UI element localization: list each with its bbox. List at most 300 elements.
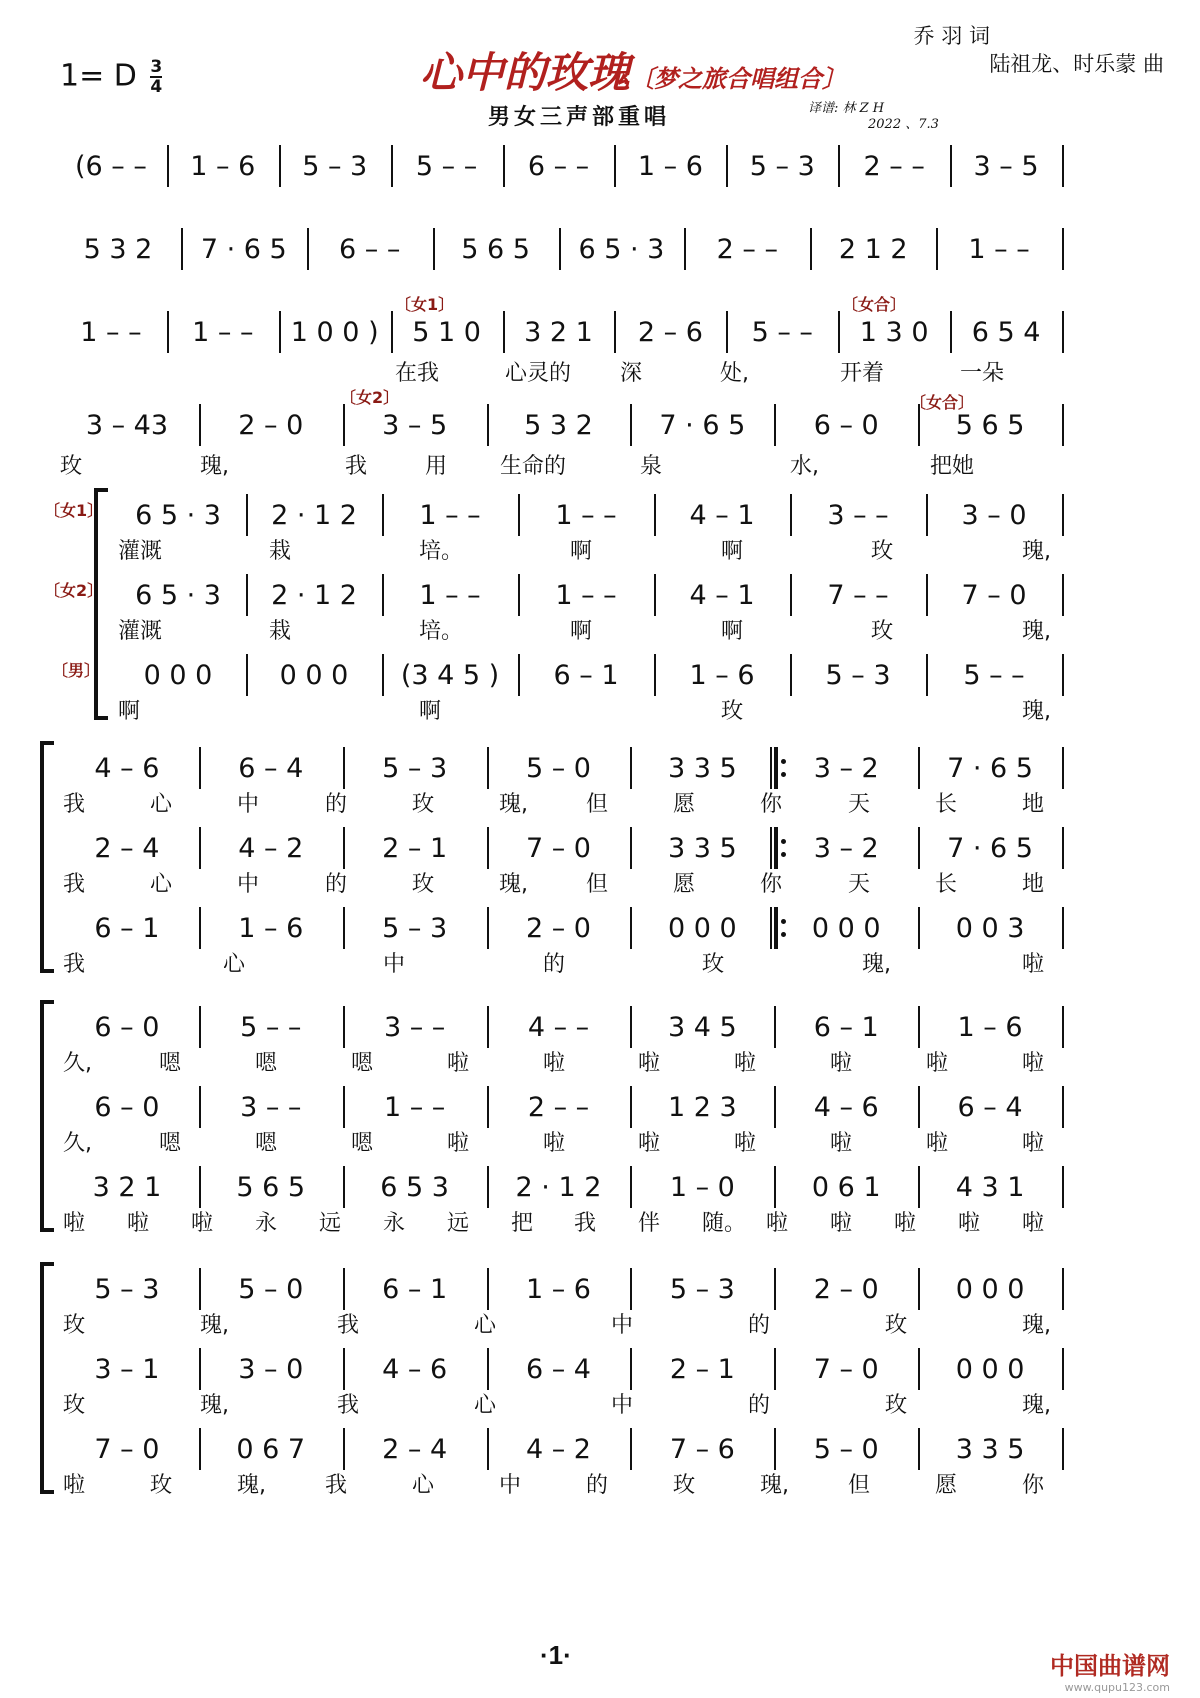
lyric-syllable: 长 <box>935 872 958 897</box>
notation-row <box>0 1164 1200 1208</box>
measure-notes: 3 4 5 <box>667 1011 737 1043</box>
barline <box>487 747 489 789</box>
barline-end <box>1062 1428 1064 1470</box>
measure <box>924 1352 1056 1386</box>
lyric-syllable: 中 <box>383 952 406 977</box>
tag-female-chorus-2: 〔女合〕 <box>910 393 975 412</box>
tag-female2: 〔女2〕 <box>340 388 400 407</box>
measure <box>61 911 193 945</box>
lyric-syllable: 心灵的 <box>505 361 572 386</box>
barline <box>199 827 201 869</box>
measure <box>524 658 648 692</box>
lyric-syllable: 啦 <box>638 1131 661 1156</box>
measure-notes: 2 · 1 2 <box>271 579 357 611</box>
barline <box>630 1348 632 1390</box>
measure <box>565 232 679 266</box>
measure-notes: 5 – 3 <box>382 752 448 784</box>
measure <box>924 1010 1056 1044</box>
measure-notes: 6 – 1 <box>553 659 619 691</box>
lyric-syllable: 啦 <box>766 1211 789 1236</box>
measure-notes: 3 – 43 <box>85 409 169 441</box>
barline <box>307 228 309 270</box>
lyric-syllable: 玫 <box>60 454 83 479</box>
measure-notes: 2 – – <box>863 150 925 182</box>
measure <box>187 232 301 266</box>
notation-row <box>0 1004 1200 1048</box>
lyric-syllable: 啊 <box>721 539 744 564</box>
measure <box>636 1432 768 1466</box>
measure-notes: 3 – 2 <box>813 832 879 864</box>
barline <box>790 494 792 536</box>
measure <box>493 1352 625 1386</box>
key-signature <box>60 58 162 96</box>
barline <box>343 1166 345 1208</box>
barline <box>199 1006 201 1048</box>
barline <box>918 1006 920 1048</box>
lyric-syllable: 随。 <box>702 1211 747 1236</box>
tag-female2: 〔女2〕 <box>44 581 104 600</box>
lyric-syllable: 啦 <box>830 1131 853 1156</box>
measure-notes: 7 – 0 <box>94 1433 160 1465</box>
measure <box>493 1272 625 1306</box>
lyric-syllable: 啦 <box>1022 1051 1045 1076</box>
measure <box>61 1352 193 1386</box>
measure <box>780 1010 912 1044</box>
measure-notes: 2 – 0 <box>525 912 591 944</box>
lyric-syllable: 远 <box>447 1211 470 1236</box>
lyric-syllable: 瑰, <box>200 1393 229 1418</box>
lyric-syllable: 开着 <box>840 361 885 386</box>
lyric-syllable: 瑰, <box>499 872 528 897</box>
lyric-syllable: 心 <box>474 1313 497 1338</box>
lyric-syllable: 我 <box>325 1473 348 1498</box>
barline <box>918 1166 920 1208</box>
lyric-syllable: 啊 <box>721 619 744 644</box>
measure <box>942 232 1056 266</box>
lyric-syllable: 我 <box>63 792 86 817</box>
lyric-syllable: 玫 <box>412 792 435 817</box>
barline <box>167 145 169 187</box>
lyric-syllable: 心 <box>223 952 246 977</box>
barline <box>246 494 248 536</box>
barline <box>343 1428 345 1470</box>
measure-notes: 6 – 1 <box>382 1273 448 1305</box>
measure-notes: 1 – – <box>80 316 142 348</box>
barline <box>559 228 561 270</box>
measure-notes: 4 – 1 <box>689 499 755 531</box>
lyric-row <box>0 1206 1200 1236</box>
lyric-syllable: 天 <box>848 792 871 817</box>
measure-notes: 2 – – <box>716 233 778 265</box>
lyric-syllable: 嗯 <box>159 1131 182 1156</box>
barline <box>926 574 928 616</box>
measure <box>932 498 1056 532</box>
lyric-syllable: 啊 <box>570 619 593 644</box>
measure <box>780 408 912 442</box>
barline <box>926 494 928 536</box>
measure <box>932 578 1056 612</box>
barline-end <box>1062 827 1064 869</box>
lyric-syllable: 玫 <box>63 1393 86 1418</box>
lyric-syllable: 啦 <box>543 1131 566 1156</box>
lyric-syllable: 啊 <box>570 539 593 564</box>
measure-notes: 6 – – <box>339 233 401 265</box>
measure <box>61 751 193 785</box>
measure <box>205 1090 337 1124</box>
measure-notes: 6 5 · 3 <box>135 579 221 611</box>
lyric-syllable: 啦 <box>1022 952 1045 977</box>
barline-end <box>1062 1348 1064 1390</box>
measure-notes: 5 – – <box>963 659 1025 691</box>
lyric-syllable: 把 <box>511 1211 534 1236</box>
measure <box>636 1170 768 1204</box>
measure <box>61 315 161 349</box>
barline <box>487 1348 489 1390</box>
measure <box>636 911 768 945</box>
barline <box>926 654 928 696</box>
lyric-syllable: 长 <box>935 792 958 817</box>
lyric-syllable: 但 <box>586 872 609 897</box>
lyric-syllable: 灌溉 <box>118 619 163 644</box>
barline <box>518 654 520 696</box>
barline <box>950 311 952 353</box>
subtitle: 男女三声部重唱 <box>488 105 671 130</box>
barline <box>630 907 632 949</box>
measure-notes: 1 2 3 <box>667 1091 737 1123</box>
measure-notes: 0 0 3 <box>955 912 1025 944</box>
barline <box>199 747 201 789</box>
lyric-syllable: 的 <box>325 792 348 817</box>
lyric-row <box>0 1468 1200 1498</box>
lyric-syllable: 啦 <box>734 1131 757 1156</box>
measure-notes: 5 1 0 <box>412 316 481 348</box>
barline-end <box>1062 747 1064 789</box>
lyric-syllable: 生命的 <box>500 454 567 479</box>
barline <box>503 145 505 187</box>
measure <box>493 1432 625 1466</box>
barline <box>181 228 183 270</box>
measure <box>349 1010 481 1044</box>
barline <box>382 654 384 696</box>
barline <box>199 1348 201 1390</box>
lyric-syllable: 愿 <box>673 872 696 897</box>
lyric-syllable: 啦 <box>447 1131 470 1156</box>
barline <box>918 827 920 869</box>
measure <box>780 1090 912 1124</box>
lyric-row <box>0 1388 1200 1418</box>
measure <box>349 1352 481 1386</box>
measure <box>349 1272 481 1306</box>
measure-notes: 0 0 0 <box>667 912 737 944</box>
measure <box>924 1432 1056 1466</box>
measure <box>61 1090 193 1124</box>
notation-row <box>0 309 1200 353</box>
barline-end <box>1062 311 1064 353</box>
notation-row <box>0 143 1200 187</box>
watermark-text: 中国曲谱网 <box>1050 1652 1170 1680</box>
lyric-syllable: 玫 <box>702 952 725 977</box>
measure <box>349 1090 481 1124</box>
notation-row <box>0 1084 1200 1128</box>
notation-row <box>0 1266 1200 1310</box>
measure <box>252 658 376 692</box>
barline <box>487 1086 489 1128</box>
measure-notes: 4 – – <box>527 1011 590 1043</box>
lyric-row <box>0 1046 1200 1076</box>
lyric-syllable: 处, <box>720 361 749 386</box>
lyric-syllable: 地 <box>1022 792 1045 817</box>
measure-notes: 3 – – <box>827 499 889 531</box>
barline <box>246 654 248 696</box>
barline <box>279 311 281 353</box>
measure-notes: 3 – – <box>383 1011 446 1043</box>
barline <box>630 1268 632 1310</box>
barline <box>774 404 776 446</box>
measure-notes: 2 – 0 <box>238 409 304 441</box>
barline <box>630 827 632 869</box>
lyric-syllable: 地 <box>1022 872 1045 897</box>
lyric-syllable: 我 <box>63 872 86 897</box>
notation-row <box>0 492 1200 536</box>
measure-notes: 5 – – <box>415 150 478 182</box>
tag-female1: 〔女1〕 <box>395 295 455 314</box>
measure <box>493 751 625 785</box>
measure-notes: 4 – 6 <box>94 752 160 784</box>
measure-notes: 3 2 1 <box>524 316 593 348</box>
barline-end <box>1062 494 1064 536</box>
measure <box>349 1170 481 1204</box>
barline <box>614 145 616 187</box>
barline <box>774 1006 776 1048</box>
measure-notes: 3 3 5 <box>667 752 737 784</box>
measure <box>397 315 497 349</box>
lyric-syllable: 久, <box>63 1051 92 1076</box>
barline-end <box>1062 1166 1064 1208</box>
lyric-syllable: 啦 <box>830 1211 853 1236</box>
lyric-syllable: 嗯 <box>159 1051 182 1076</box>
measure-notes: 0 0 0 <box>955 1353 1025 1385</box>
page-title <box>420 40 846 100</box>
measure-notes: 7 · 6 5 <box>659 409 746 441</box>
lyric-syllable: 久, <box>63 1131 92 1156</box>
lyricist: 乔 羽 词 <box>913 24 990 48</box>
measure-notes: 1 – 0 <box>669 1171 735 1203</box>
measure-notes: 6 5 3 <box>380 1171 449 1203</box>
lyric-syllable: 一朵 <box>960 361 1005 386</box>
barline <box>343 827 345 869</box>
measure <box>620 315 720 349</box>
lyric-syllable: 玫 <box>871 539 894 564</box>
lyric-row <box>0 534 1200 564</box>
barline <box>487 404 489 446</box>
lyric-syllable: 的 <box>543 952 566 977</box>
lyric-syllable: 嗯 <box>255 1131 278 1156</box>
watermark <box>1050 1646 1170 1694</box>
barline <box>382 494 384 536</box>
measure <box>205 1170 337 1204</box>
measure <box>796 658 920 692</box>
measure <box>493 408 625 442</box>
watermark-url: www.qupu123.com <box>1064 1681 1170 1694</box>
barline <box>654 574 656 616</box>
tag-female-chorus: 〔女合〕 <box>842 295 907 314</box>
measure <box>205 831 337 865</box>
measure <box>61 149 161 183</box>
lyric-syllable: 我 <box>345 454 368 479</box>
measure <box>61 408 193 442</box>
measure-notes: 5 – 0 <box>238 1273 304 1305</box>
lyric-syllable: 中 <box>499 1473 522 1498</box>
lyric-syllable: 嗯 <box>351 1051 374 1076</box>
measure <box>924 1272 1056 1306</box>
measure-notes: 6 – 0 <box>813 409 879 441</box>
lyric-syllable: 培。 <box>419 539 464 564</box>
measure <box>636 408 768 442</box>
measure-notes: 2 · 1 2 <box>515 1171 602 1203</box>
barline <box>433 228 435 270</box>
barline-end <box>1062 1268 1064 1310</box>
barline <box>199 404 201 446</box>
barline <box>918 1348 920 1390</box>
barline <box>391 145 393 187</box>
barline <box>654 494 656 536</box>
measure <box>780 1170 912 1204</box>
measure <box>252 578 376 612</box>
barline <box>487 827 489 869</box>
barline <box>838 311 840 353</box>
barline-end <box>1062 404 1064 446</box>
lyric-syllable: 中 <box>611 1393 634 1418</box>
measure <box>61 1010 193 1044</box>
barline-end <box>1062 574 1064 616</box>
key-label: 1= D <box>60 58 137 94</box>
measure-notes: 4 – 6 <box>382 1353 448 1385</box>
measure-notes: 1 – – <box>419 579 481 611</box>
barline <box>391 311 393 353</box>
measure <box>660 658 784 692</box>
measure <box>924 831 1056 865</box>
barline <box>343 1348 345 1390</box>
lyric-syllable: 瑰, <box>862 952 891 977</box>
lyric-syllable: 我 <box>337 1393 360 1418</box>
measure <box>796 498 920 532</box>
lyric-row <box>0 787 1200 817</box>
barline <box>487 1428 489 1470</box>
measure <box>439 232 553 266</box>
measure <box>285 315 385 349</box>
lyric-syllable: 玫 <box>885 1313 908 1338</box>
barline <box>518 574 520 616</box>
lyric-syllable: 我 <box>574 1211 597 1236</box>
measure-notes: 1 – – <box>192 316 254 348</box>
measure <box>173 315 273 349</box>
measure <box>732 315 832 349</box>
barline <box>343 907 345 949</box>
lyric-syllable: 的 <box>748 1393 771 1418</box>
lyric-syllable: 啦 <box>926 1051 949 1076</box>
measure <box>924 408 1056 442</box>
measure-notes: 5 – 3 <box>94 1273 160 1305</box>
notation-row <box>0 652 1200 696</box>
measure-notes: 3 – 0 <box>238 1353 304 1385</box>
measure <box>61 831 193 865</box>
measure <box>636 1352 768 1386</box>
barline <box>199 1268 201 1310</box>
measure-notes: 5 3 2 <box>83 233 153 265</box>
barline <box>918 747 920 789</box>
measure-notes: 5 – – <box>240 1011 302 1043</box>
measure <box>924 1170 1056 1204</box>
lyric-syllable: 在我 <box>395 361 440 386</box>
lyric-syllable: 玫 <box>412 872 435 897</box>
barline <box>726 145 728 187</box>
measure-notes: 6 – 0 <box>94 1091 160 1123</box>
measure <box>116 658 240 692</box>
measure <box>796 578 920 612</box>
lyric-syllable: 你 <box>760 792 783 817</box>
measure <box>61 1170 193 1204</box>
measure-notes: 7 – 0 <box>525 832 591 864</box>
measure <box>636 1090 768 1124</box>
time-bottom: 4 <box>150 77 163 97</box>
lyric-syllable: 玫 <box>150 1473 173 1498</box>
lyric-syllable: 栽 <box>269 619 292 644</box>
measure <box>349 408 481 442</box>
barline <box>950 145 952 187</box>
lyric-row <box>0 1308 1200 1338</box>
measure-notes: 5 6 5 <box>955 409 1025 441</box>
lyric-syllable: 瑰, <box>200 1313 229 1338</box>
barline <box>343 1268 345 1310</box>
lyric-syllable: 玫 <box>871 619 894 644</box>
measure-notes: 4 – 6 <box>813 1091 879 1123</box>
measure <box>660 498 784 532</box>
barline-end <box>1062 1086 1064 1128</box>
lyric-syllable: 心 <box>412 1473 435 1498</box>
measure <box>780 831 912 865</box>
measure-notes: 7 – – <box>827 579 889 611</box>
measure <box>636 1272 768 1306</box>
measure-notes: 2 – 6 <box>637 316 703 348</box>
barline <box>343 404 345 446</box>
barline-end <box>1062 228 1064 270</box>
lyric-syllable: 我 <box>337 1313 360 1338</box>
lyric-syllable: 把她 <box>930 454 975 479</box>
measure <box>956 149 1056 183</box>
measure <box>844 149 944 183</box>
barline <box>199 1166 201 1208</box>
barline <box>518 494 520 536</box>
composer: 陆祖龙、时乐蒙 曲 <box>989 52 1164 76</box>
barline <box>487 907 489 949</box>
lyric-syllable: 灌溉 <box>118 539 163 564</box>
barline-end <box>1062 1006 1064 1048</box>
barline <box>279 145 281 187</box>
measure-notes: 7 – 0 <box>961 579 1027 611</box>
lyric-syllable: 天 <box>848 872 871 897</box>
lyric-syllable: 瑰, <box>1022 699 1051 724</box>
barline <box>684 228 686 270</box>
barline <box>774 1428 776 1470</box>
lyric-row <box>0 867 1200 897</box>
notation-row <box>0 825 1200 869</box>
measure-notes: 5 – 0 <box>813 1433 879 1465</box>
measure <box>349 1432 481 1466</box>
barline-end <box>1062 654 1064 696</box>
measure <box>173 149 273 183</box>
measure <box>252 498 376 532</box>
measure-notes: 1 – – <box>383 1091 446 1123</box>
